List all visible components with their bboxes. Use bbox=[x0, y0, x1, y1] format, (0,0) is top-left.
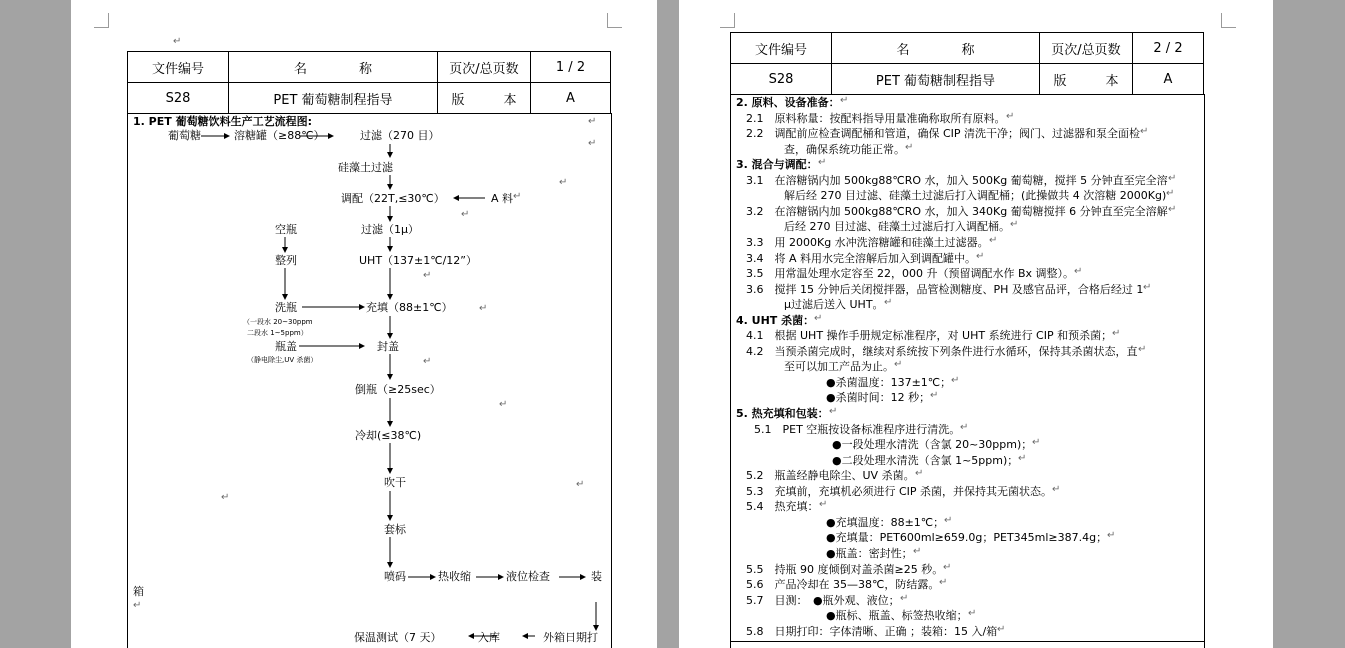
paragraph-mark: ↵ bbox=[829, 406, 838, 417]
procedure-line: 后经 270 目过滤、硅藻土过滤后打入调配桶。 bbox=[784, 220, 1010, 234]
paragraph-mark: ↵ bbox=[1010, 219, 1019, 230]
section-heading: 3. 混合与调配： bbox=[736, 158, 818, 172]
page-label: 页次/总页数 bbox=[1040, 33, 1133, 64]
paragraph-mark: ↵ bbox=[943, 562, 952, 573]
doc-title: PET 葡萄糖制程指导 bbox=[832, 64, 1040, 95]
paragraph-mark: ↵ bbox=[960, 422, 969, 433]
paragraph-mark: ↵ bbox=[915, 468, 924, 479]
paragraph-mark: ↵ bbox=[905, 142, 914, 153]
flow-invert: 倒瓶（≥25sec） bbox=[355, 383, 441, 396]
paragraph-mark: ↵ bbox=[1006, 111, 1015, 122]
procedure-line: ●瓶标、瓶盖、标签热收缩； bbox=[826, 609, 968, 623]
doc-code: S28 bbox=[731, 64, 832, 95]
procedure-line: 至可以加工产品为止。 bbox=[784, 360, 894, 374]
flow-cap-note: （静电除尘,UV 杀菌） bbox=[247, 356, 318, 364]
flow-filter-270: 过滤（270 目） bbox=[360, 129, 440, 142]
procedure-line: 3.4 将 A 料用水完全溶解后加入到调配罐中。 bbox=[746, 251, 977, 265]
version-label: 版 本 bbox=[438, 83, 531, 114]
procedure-line: 解后经 270 目过滤、硅藻土过滤后打入调配桶；(此操做共 4 次溶糖 2000Kg) bbox=[784, 189, 1167, 203]
paragraph-mark: ↵ bbox=[1138, 344, 1147, 355]
procedure-line: 4.2 当预杀菌完成时，继续对系统按下列条件进行水循环，保持其杀菌状态，直 bbox=[746, 344, 1138, 358]
page-number: 2 / 2 bbox=[1133, 33, 1204, 64]
version-value: A bbox=[531, 83, 611, 114]
doc-title: PET 葡萄糖制程指导 bbox=[229, 83, 438, 114]
procedure-line: 5.4 热充填： bbox=[746, 500, 819, 514]
flow-glucose: 葡萄糖 bbox=[168, 129, 201, 142]
paragraph-mark: ↵ bbox=[968, 608, 977, 619]
flow-blend: 调配（22T,≤30℃） bbox=[341, 192, 445, 205]
document-page-2 bbox=[679, 0, 1273, 648]
procedure-line: 5.3 充填前，充填机必须进行 CIP 杀菌，并保持其无菌状态。 bbox=[746, 484, 1053, 498]
paragraph-mark: ↵ bbox=[814, 313, 823, 324]
flow-wash-bottle: 洗瓶 bbox=[275, 301, 297, 314]
flow-fill: 充填（88±1℃） bbox=[366, 301, 453, 314]
paragraph-mark: ↵ bbox=[1168, 204, 1177, 215]
procedure-line: 5.7 目测： ●瓶外观、液位； bbox=[746, 593, 900, 607]
flow-code: 喷码 bbox=[384, 570, 406, 583]
flow-arrange: 整列 bbox=[275, 254, 297, 267]
procedure-line: 2.2 调配前应检查调配桶和管道，确保 CIP 清洗干净；阀门、过滤器和泵全面检 bbox=[746, 127, 1141, 141]
flow-shrink: 热收缩 bbox=[438, 570, 471, 583]
crop-mark bbox=[1221, 13, 1236, 28]
flow-pack-a: 装 bbox=[591, 570, 602, 583]
flow-wash-note-2: 二段水 1~5ppm） bbox=[247, 329, 308, 337]
table-rule bbox=[730, 641, 1204, 642]
paragraph-mark: ↵ bbox=[1018, 453, 1027, 464]
procedure-line: 5.1 PET 空瓶按设备标准程序进行清洗。 bbox=[754, 422, 961, 436]
procedure-line: ●充填温度：88±1℃； bbox=[826, 515, 945, 529]
version-label: 版 本 bbox=[1040, 64, 1133, 95]
flowchart-arrows bbox=[71, 0, 657, 648]
paragraph-mark: ↵ bbox=[939, 577, 948, 588]
procedure-line: ●二段处理水清洗（含氯 1~5ppm)； bbox=[832, 453, 1019, 467]
flow-cap: 瓶盖 bbox=[275, 340, 297, 353]
procedure-line: ●杀菌时间：12 秒； bbox=[826, 391, 931, 405]
doc-no-label: 文件编号 bbox=[731, 33, 832, 64]
procedure-line: ●一段处理水清洗（含氯 20~30ppm)； bbox=[832, 438, 1033, 452]
section-title: 1. PET 葡萄糖饮料生产工艺流程图: bbox=[133, 115, 312, 128]
procedure-line: ●杀菌温度：137±1℃； bbox=[826, 375, 952, 389]
paragraph-mark: ↵ bbox=[944, 515, 953, 526]
paragraph-mark: ↵ bbox=[1107, 530, 1116, 541]
paragraph-mark: ↵ bbox=[1168, 173, 1177, 184]
paragraph-mark: ↵ bbox=[989, 235, 998, 246]
flow-diatomite-filter: 硅藻土过滤 bbox=[338, 161, 393, 174]
name-label: 名 称 bbox=[832, 33, 1040, 64]
procedure-line: μ过滤后送入 UHT。 bbox=[784, 298, 884, 312]
flow-level-check: 液位检查 bbox=[506, 570, 550, 583]
paragraph-mark: ↵ bbox=[1074, 266, 1083, 277]
procedure-line: 3.2 在溶糖锅内加 500kg88℃RO 水，加入 340Kg 葡萄糖搅拌 6 分钟直至完全溶解 bbox=[746, 204, 1168, 218]
flow-date-print: 外箱日期打 bbox=[543, 631, 598, 644]
paragraph-mark: ↵ bbox=[1052, 484, 1061, 495]
paragraph-mark: ↵ bbox=[1112, 328, 1121, 339]
section-heading: 4. UHT 杀菌： bbox=[736, 313, 815, 327]
flow-wash-note-1: （一段水 20~30ppm bbox=[243, 318, 313, 326]
doc-code: S28 bbox=[128, 83, 229, 114]
flow-uht: UHT（137±1℃/12”） bbox=[359, 254, 478, 267]
document-page-1: ↵ 文件编号 名 称 页次/总页数 1 / 2 S28 PET 葡萄糖制程指导 版 本 A 1. PET 葡萄糖饮料生产工艺流程图: 葡萄糖 溶糖罐（≥88℃） 过滤（270 目） 硅藻土过滤 调配（22T,≤30℃） A 料 空瓶 过滤（1μ） 整列 UHT（137±1℃/12”） 洗瓶 （一段水 20~30ppm 二段水 1~5ppm） 充填（88±1℃） 瓶盖 （静电除尘,UV 杀菌） 封盖 倒瓶（≥25sec） 冷却(≤38℃) 吹干 套标 喷码 热收缩 液位检查 装 箱 保温测试（7 天） 入库 外箱日期打 ↵ ↵ ↵ ↵ ↵ ↵ ↵ ↵ ↵ ↵ ↵ ↵ bbox=[71, 0, 657, 648]
flow-dissolve-tank: 溶糖罐（≥88℃） bbox=[234, 129, 325, 142]
paragraph-mark: ↵ bbox=[1032, 437, 1041, 448]
paragraph-mark: ↵ bbox=[913, 546, 922, 557]
procedure-line: 2.1 原料称量：按配料指导用量准确称取所有原料。 bbox=[746, 111, 1006, 125]
procedure-line: 查，确保系统功能正常。 bbox=[784, 142, 905, 156]
paragraph-mark: ↵ bbox=[819, 499, 828, 510]
name-label: 名 称 bbox=[229, 52, 438, 83]
paragraph-mark: ↵ bbox=[997, 624, 1006, 635]
paragraph-mark: ↵ bbox=[1143, 282, 1152, 293]
paragraph-mark: ↵ bbox=[900, 593, 909, 604]
procedure-line: 3.6 搅拌 15 分钟后关闭搅拌器，品管检测糖度、PH 及感官品评，合格后经过 1 bbox=[746, 282, 1144, 296]
procedure-line: ●充填量：PET600ml≥659.0g；PET345ml≥387.4g； bbox=[826, 531, 1108, 545]
section-heading: 5. 热充填和包装： bbox=[736, 407, 829, 420]
procedure-line: 5.5 持瓶 90 度倾倒对盖杀菌≥25 秒。 bbox=[746, 562, 944, 576]
flow-label: 套标 bbox=[384, 523, 406, 536]
paragraph-mark: ↵ bbox=[894, 359, 903, 370]
flow-empty-bottle: 空瓶 bbox=[275, 223, 297, 236]
procedure-line: ●瓶盖：密封性； bbox=[826, 546, 913, 560]
procedure-line: 3.1 在溶糖锅内加 500kg88℃RO 水，加入 500Kg 葡萄糖，搅拌 5 分钟直至完全溶 bbox=[746, 173, 1168, 187]
flow-pack-b: 箱 bbox=[133, 585, 144, 598]
page-number: 1 / 2 bbox=[531, 52, 611, 83]
crop-mark bbox=[720, 13, 735, 28]
flow-store: 入库 bbox=[478, 631, 500, 644]
paragraph-mark: ↵ bbox=[840, 95, 849, 106]
flow-dry: 吹干 bbox=[384, 476, 406, 489]
flow-filter-1u: 过滤（1μ） bbox=[361, 223, 419, 236]
paragraph-mark: ↵ bbox=[1140, 126, 1149, 137]
paragraph-mark: ↵ bbox=[884, 297, 893, 308]
flow-a-material: A 料 bbox=[491, 192, 514, 205]
procedure-line: 5.8 日期打印：字体清晰、正确 ；装箱：15 入/箱 bbox=[746, 624, 998, 638]
paragraph-mark: ↵ bbox=[951, 375, 960, 386]
procedure-line: 5.6 产品冷却在 35—38℃，防结露。 bbox=[746, 578, 940, 592]
procedure-line: 3.5 用常温处理水定容至 22，000 升（预留调配水作 Bx 调整）。 bbox=[746, 267, 1075, 281]
header-table bbox=[730, 32, 1204, 95]
flow-seal: 封盖 bbox=[377, 340, 399, 353]
procedure-line: 3.3 用 2000Kg 水冲洗溶糖罐和硅藻土过滤器。 bbox=[746, 235, 989, 249]
procedure-line: 4.1 根据 UHT 操作手册规定标准程序，对 UHT 系统进行 CIP 和预杀菌； bbox=[746, 329, 1113, 343]
doc-no-label: 文件编号 bbox=[128, 52, 229, 83]
procedure-line: 5.2 瓶盖经静电除尘、UV 杀菌。 bbox=[746, 469, 915, 483]
paragraph-mark: ↵ bbox=[930, 390, 939, 401]
section-heading: 2. 原料、设备准备： bbox=[736, 96, 840, 109]
flow-warm-test: 保温测试（7 天） bbox=[354, 631, 442, 644]
version-value: A bbox=[1133, 64, 1204, 95]
page-label: 页次/总页数 bbox=[438, 52, 531, 83]
paragraph-mark: ↵ bbox=[976, 251, 985, 262]
paragraph-mark: ↵ bbox=[818, 157, 827, 168]
flow-cool: 冷却(≤38℃) bbox=[355, 429, 422, 442]
paragraph-mark: ↵ bbox=[1166, 188, 1175, 199]
